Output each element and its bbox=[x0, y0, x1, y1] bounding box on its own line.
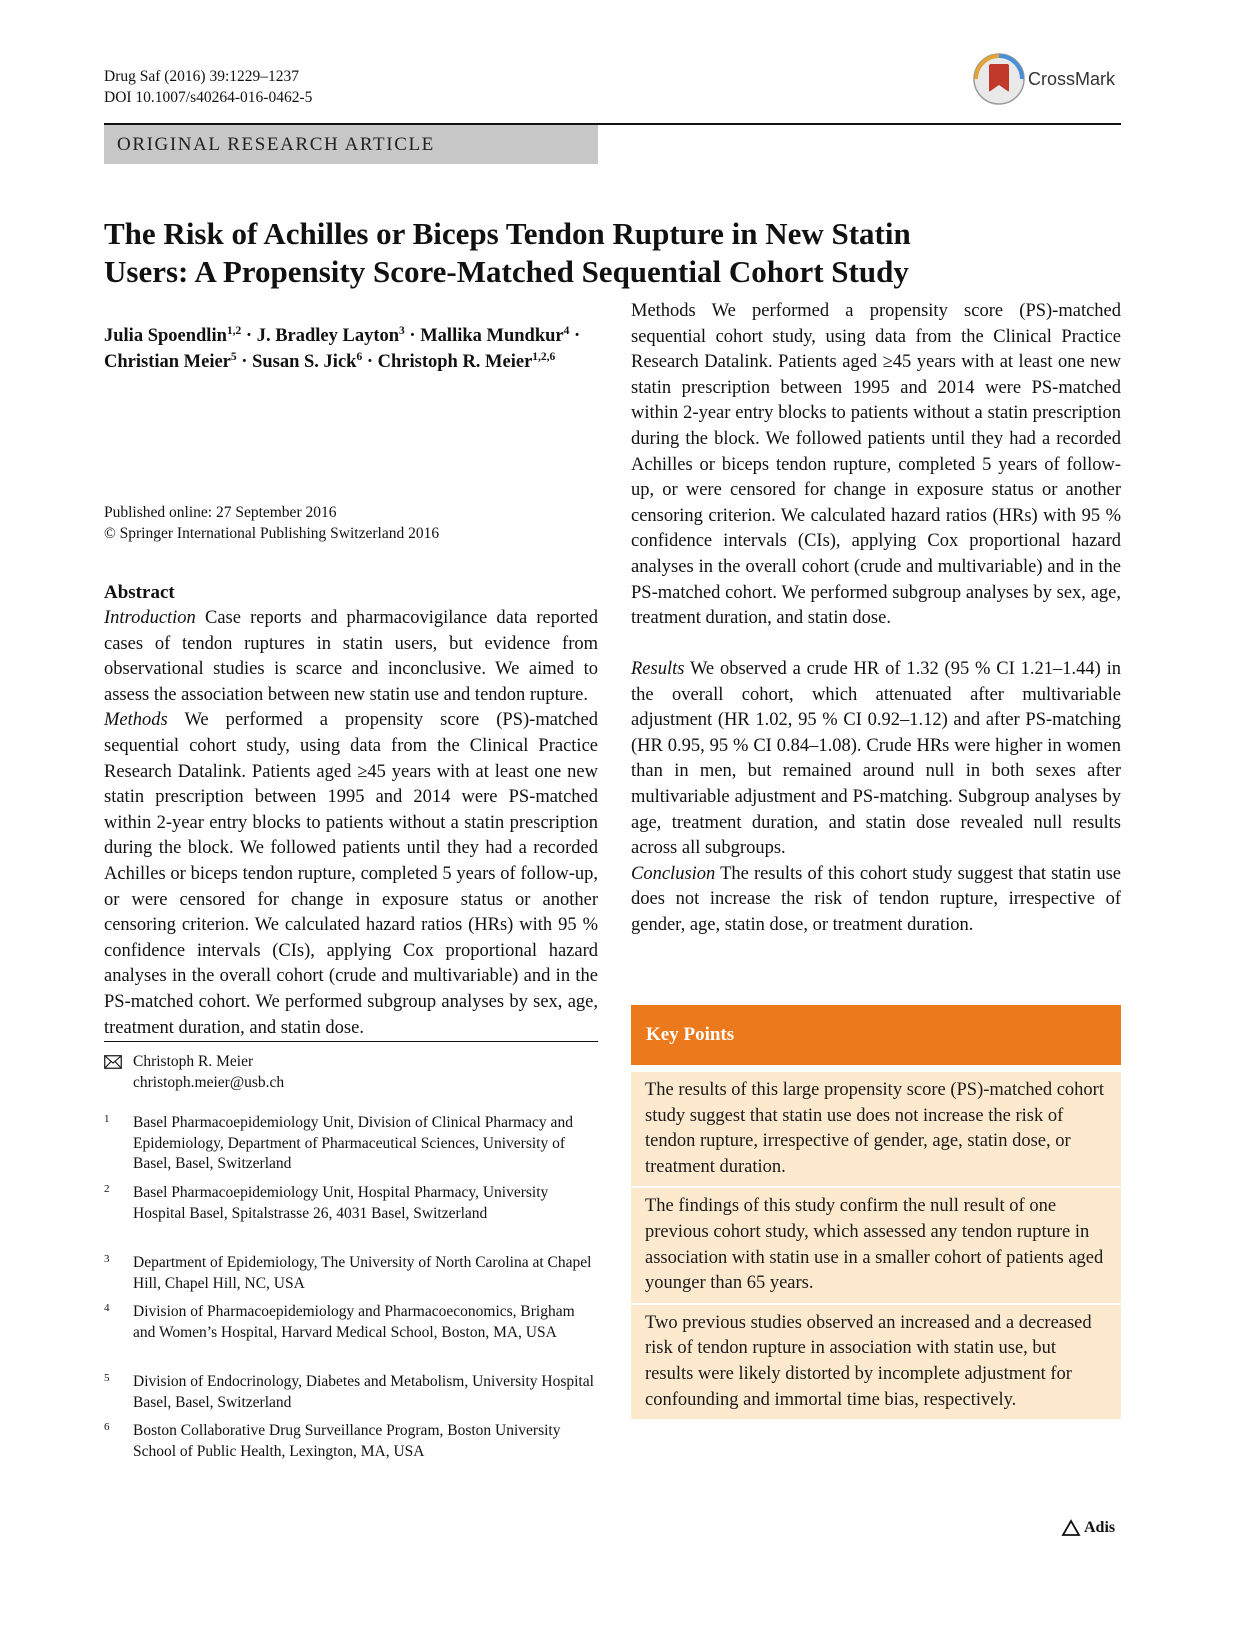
author-line-1 bbox=[104, 323, 580, 349]
correspondence-email[interactable]: christoph.meier@usb.ch bbox=[133, 1073, 285, 1091]
author-separator: · bbox=[366, 352, 373, 372]
author-name[interactable]: Mallika Mundkur bbox=[420, 326, 564, 346]
publisher-logo bbox=[1062, 1519, 1115, 1537]
author-affiliation: 4 bbox=[563, 325, 570, 337]
conclusion-text: The results of this cohort study suggest that statin use does not increase the risk of tendon rupture, irrespective of gender, age, statin dose, or treatment duration. bbox=[631, 863, 1121, 935]
affiliation-text: Division of Endocrinology, Diabetes and Metabolism, University Hospital Basel, Basel, Switzerland bbox=[133, 1373, 594, 1411]
author-name[interactable]: Christoph R. Meier bbox=[377, 352, 533, 372]
abstract-conclusion bbox=[631, 862, 1121, 939]
author-affiliation: 6 bbox=[356, 351, 363, 363]
journal-citation: Drug Saf (2016) 39:1229–1237 bbox=[104, 68, 300, 85]
article-type-band: ORIGINAL RESEARCH ARTICLE bbox=[104, 125, 598, 164]
abstract-left-column bbox=[104, 580, 599, 1038]
abstract-introduction bbox=[104, 606, 598, 708]
conclusion-label: Conclusion bbox=[631, 863, 716, 884]
abstract-right-column bbox=[631, 301, 1121, 939]
author-affiliation: 1,2 bbox=[226, 325, 242, 337]
author-name[interactable]: J. Bradley Layton bbox=[256, 326, 400, 346]
crossmark-label: CrossMark bbox=[1028, 68, 1116, 89]
crossmark-badge[interactable] bbox=[972, 50, 1122, 108]
affiliation-number: 4 bbox=[104, 1302, 110, 1314]
introduction-text: Case reports and pharmacovigilance data reported cases of tendon ruptures in statin users, but evidence from observational studies is scarce and inconclusive. We aimed to assess the association between new statin use and tendon rupture. bbox=[104, 608, 599, 705]
abstract-methods bbox=[104, 708, 598, 1038]
author-affiliation: 3 bbox=[399, 325, 405, 337]
copyright: © Springer International Publishing Switzerland 2016 bbox=[104, 525, 440, 542]
methods-continuation bbox=[631, 301, 1121, 657]
crossmark-icon bbox=[972, 52, 1026, 106]
affiliation-2 bbox=[104, 1183, 598, 1224]
methods-flow-text: Methods We performed a propensity score (PS)-matched sequential cohort study, using data from the Clinical Practice Research Datalink. Patients aged ≥45 years with at least one new statin prescription between 1995 and 2014 were PS-matched within 2-year entry blocks to patients without a statin prescription during the block. We followed patients until they had a recorded Achilles or biceps tendon rupture, completed 5 years of follow-up, or were censored for change in exposure status or another censoring criterion. We calculated hazard ratios (HRs) with 95 % confidence intervals (CIs), applying Cox proportional hazard analyses in the overall cohort (crude and multivariable) and in the PS-matched cohort. We performed subgroup analyses by sex, age, treatment duration, and statin dose. bbox=[631, 301, 1121, 629]
results-text: We observed a crude HR of 1.32 (95 % CI 1.21–1.44) in the overall cohort, which attenuated after multivariable adjustment (HR 1.02, 95 % CI 0.92–1.12) and after PS-matching (HR 0.95, 95 % CI 0.84–1.08). Crude HRs were higher in women than in men, but remained around null in both sexes after multivariable adjustment and PS-matching. Subgroup analyses by age, treatment duration, and statin dose revealed null results across all subgroups. bbox=[631, 659, 1121, 859]
methods-tail-text bbox=[631, 299, 1121, 632]
methods-text: We performed a propensity score (PS)-matched sequential cohort study, using data from the Clinical Practice Research Datalink. Patients aged ≥45 years with at least one new statin prescription between 1995 and 2014 were PS-matched within 2-year entry blocks to patients without a statin prescription during the block. We followed patients until they had a recorded Achilles or biceps tendon rupture, completed 5 years of follow-up, or were censored for change in exposure status or another censoring criterion. We calculated hazard ratios (HRs) with 95 % confidence intervals (CIs), applying Cox proportional hazard analyses in the overall cohort (crude and multivariable) and in the PS-matched cohort. We performed subgroup analyses by sex, age, treatment duration, and statin dose. bbox=[104, 710, 598, 1038]
affiliation-number: 6 bbox=[104, 1421, 110, 1433]
methods-label: Methods bbox=[104, 710, 168, 731]
key-points-box bbox=[631, 1005, 1121, 1419]
title-line-1: The Risk of Achilles or Biceps Tendon Rupture in New Statin bbox=[104, 216, 911, 251]
author-name[interactable]: Susan S. Jick bbox=[252, 352, 357, 372]
envelope-icon bbox=[104, 1055, 122, 1069]
affiliation-number: 5 bbox=[104, 1372, 110, 1384]
key-points-heading: Key Points bbox=[631, 1005, 1121, 1065]
affiliation-6 bbox=[104, 1421, 598, 1462]
affiliation-text: Basel Pharmacoepidemiology Unit, Hospital Pharmacy, University Hospital Basel, Spitalstrasse 26, 4031 Basel, Switzerland bbox=[133, 1184, 549, 1222]
affiliation-text: Basel Pharmacoepidemiology Unit, Division of Clinical Pharmacy and Epidemiology, Department of Pharmaceutical Sciences, University of Basel, Basel, Switzerland bbox=[133, 1114, 573, 1172]
author-separator: · bbox=[245, 326, 253, 346]
correspondence bbox=[104, 1052, 284, 1093]
abstract-heading: Abstract bbox=[104, 582, 175, 603]
correspondence-name: Christoph R. Meier bbox=[133, 1053, 254, 1070]
key-point-3: Two previous studies observed an increased and a decreased risk of tendon rupture in association with statin use, but results were likely distorted by incomplete adjustment for confounding and immortal time bias, respectively. bbox=[631, 1303, 1121, 1419]
affiliation-text: Division of Pharmacoepidemiology and Pharmacoeconomics, Brigham and Women’s Hospital, Harvard Medical School, Boston, MA, USA bbox=[133, 1303, 575, 1341]
author-name[interactable]: Julia Spoendlin bbox=[104, 326, 227, 346]
affiliation-3 bbox=[104, 1253, 598, 1294]
author-affiliation: 1,2,6 bbox=[532, 351, 556, 363]
author-list bbox=[104, 323, 580, 375]
author-separator: · bbox=[574, 326, 581, 346]
doi[interactable]: DOI 10.1007/s40264-016-0462-5 bbox=[104, 89, 313, 106]
author-separator: · bbox=[409, 326, 416, 346]
abstract-results bbox=[631, 657, 1121, 862]
published-date: Published online: 27 September 2016 bbox=[104, 504, 337, 521]
author-separator: · bbox=[241, 352, 248, 372]
affiliation-1 bbox=[104, 1113, 598, 1175]
key-point-2: The findings of this study confirm the null result of one previous cohort study, which assessed any tendon rupture in association with statin use in a smaller cohort of patients aged younger than 65 years. bbox=[631, 1186, 1121, 1302]
key-point-1: The results of this large propensity score (PS)-matched cohort study suggest that statin use does not increase the risk of tendon rupture, irrespective of gender, age, statin dose, or treatment duration. bbox=[631, 1072, 1121, 1186]
affiliation-4 bbox=[104, 1302, 598, 1343]
journal-citation-block bbox=[104, 66, 312, 108]
affiliation-number: 3 bbox=[104, 1253, 110, 1265]
affiliation-text: Department of Epidemiology, The University of North Carolina at Chapel Hill, Chapel Hill, NC, USA bbox=[133, 1254, 592, 1292]
affiliation-number: 1 bbox=[104, 1113, 110, 1125]
publisher-name: Adis bbox=[1084, 1519, 1116, 1536]
affiliation-5 bbox=[104, 1372, 598, 1413]
affiliation-number: 2 bbox=[104, 1183, 110, 1195]
footnote-rule bbox=[104, 1041, 598, 1042]
introduction-label: Introduction bbox=[104, 608, 196, 628]
adis-triangle-icon bbox=[1062, 1520, 1080, 1536]
affiliation-text: Boston Collaborative Drug Surveillance Program, Boston University School of Public Health, Lexington, MA, USA bbox=[133, 1422, 561, 1460]
results-label: Results bbox=[631, 659, 685, 679]
publication-info bbox=[104, 502, 439, 544]
author-affiliation: 5 bbox=[230, 351, 237, 363]
author-name[interactable]: Christian Meier bbox=[104, 352, 231, 372]
article-title bbox=[104, 215, 1064, 291]
author-line-2 bbox=[104, 349, 580, 375]
title-line-2: Users: A Propensity Score-Matched Sequential Cohort Study bbox=[104, 254, 909, 289]
